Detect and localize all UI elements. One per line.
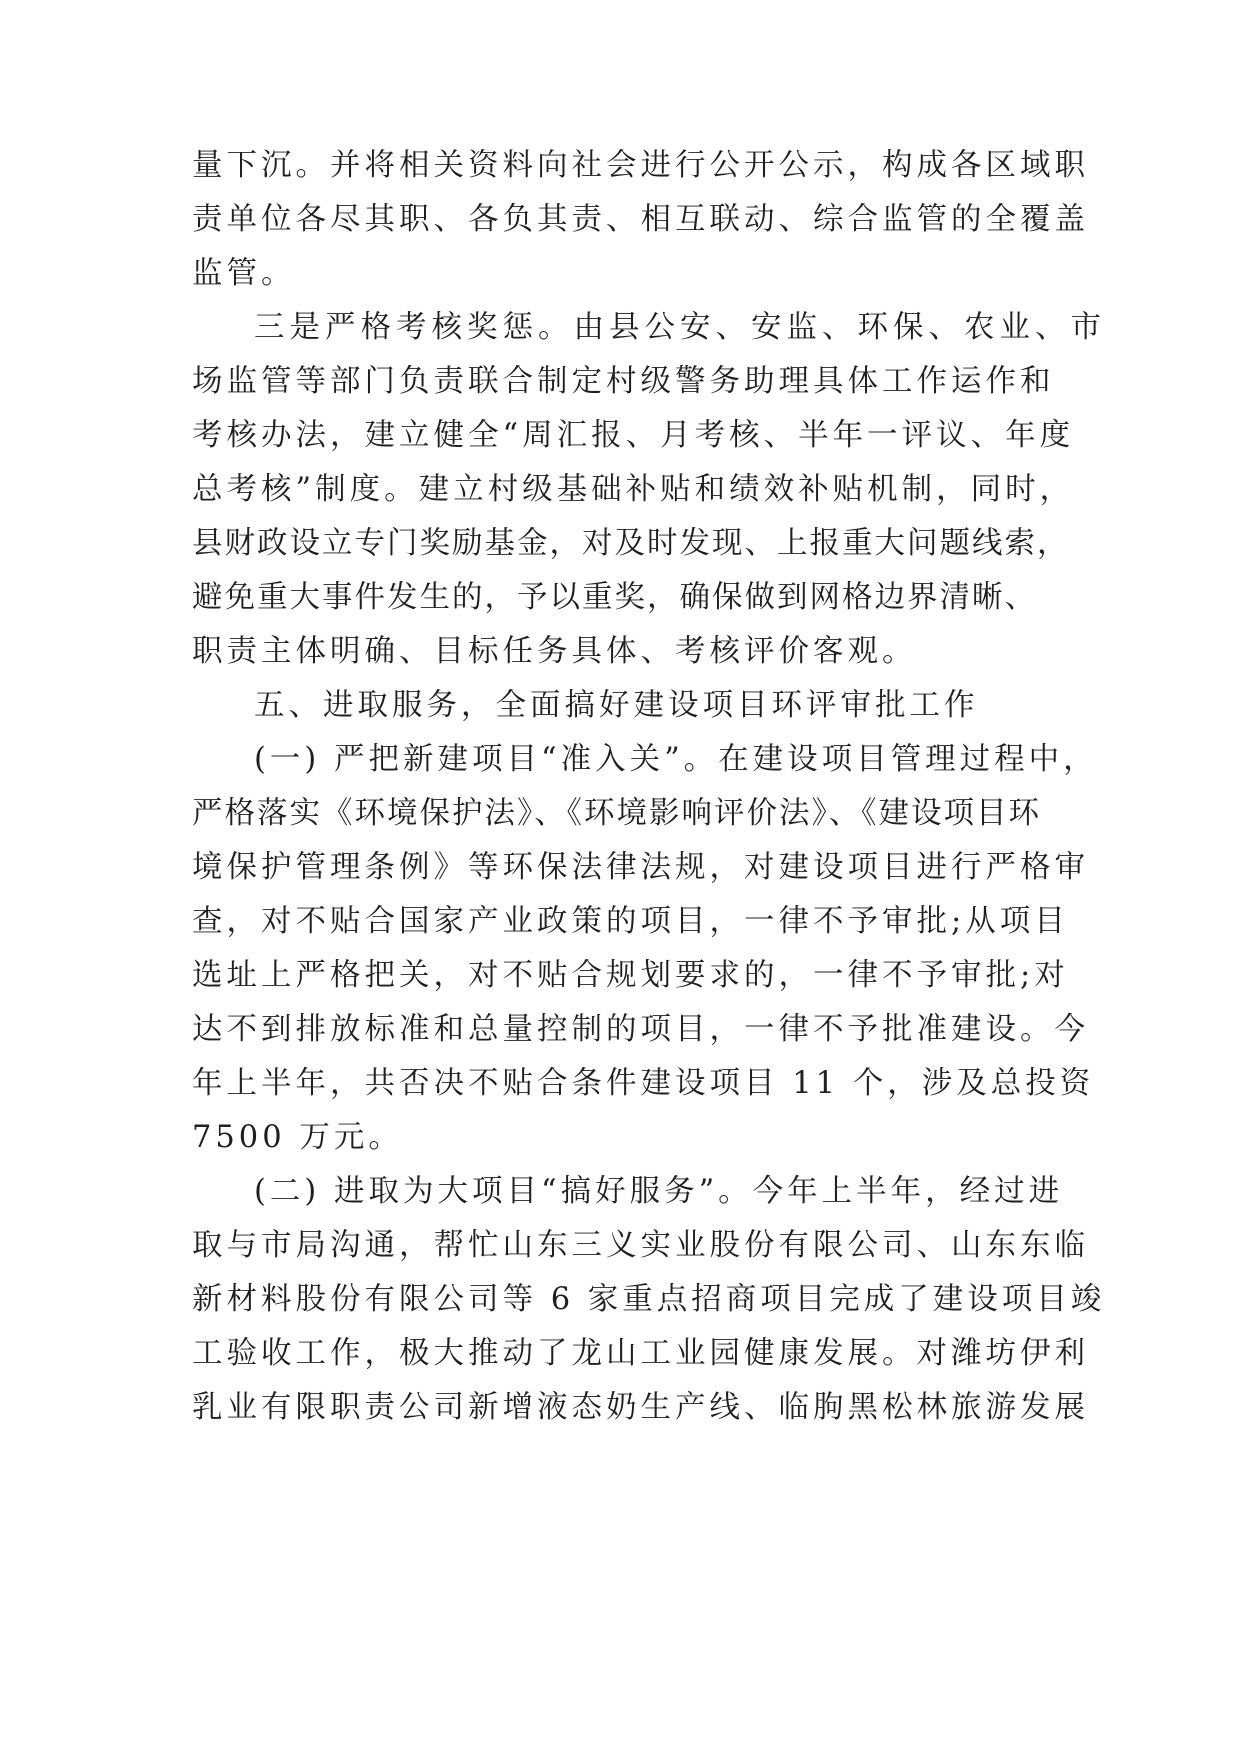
text-line-23: 工验收工作，极大推动了龙山工业园健康发展。对潍坊伊利 — [192, 1336, 1089, 1371]
text-line-13: 严格落实《环境保护法》、《环境影响评价法》、《建设项目环 — [192, 796, 1041, 831]
section-heading: 五、进取服务，全面搞好建设项目环评审批工作 — [254, 688, 979, 723]
text-line-1: 量下沉。并将相关资料向社会进行公开公示，构成各区域职 — [192, 148, 1089, 183]
text-line-20: (二) 进取为大项目“搞好服务”。今年上半年，经过进 — [254, 1174, 1064, 1209]
text-line-16: 选址上严格把关，对不贴合规划要求的，一律不予审批;对 — [192, 958, 1069, 993]
text-line-15: 查，对不贴合国家产业政策的项目，一律不予审批;从项目 — [192, 904, 1069, 939]
text-line-17: 达不到排放标准和总量控制的项目，一律不予批准建设。今 — [192, 1012, 1089, 1047]
text-line-6: 考核办法，建立健全“周汇报、月考核、半年一评议、年度 — [192, 418, 1075, 453]
text-line-5: 场监管等部门负责联合制定村级警务助理具体工作运作和 — [192, 364, 1055, 399]
text-line-2: 责单位各尽其职、各负其责、相互联动、综合监管的全覆盖 — [192, 202, 1089, 237]
text-line-14: 境保护管理条例》等环保法律法规，对建设项目进行严格审 — [192, 850, 1089, 885]
text-line-21: 取与市局沟通，帮忙山东三义实业股份有限公司、山东东临 — [192, 1228, 1089, 1263]
text-line-4: 三是严格考核奖惩。由县公安、安监、环保、农业、市 — [254, 310, 1106, 345]
text-line-12: (一) 严把新建项目“准入关”。在建设项目管理过程中， — [254, 742, 1098, 777]
text-line-10: 职责主体明确、目标任务具体、考核评价客观。 — [192, 634, 917, 669]
text-line-9: 避免重大事件发生的，予以重奖，确保做到网格边界清晰、 — [192, 580, 1037, 615]
text-line-8: 县财政设立专门奖励基金，对及时发现、上报重大问题线索， — [192, 526, 1070, 561]
text-line-18: 年上半年，共否决不贴合条件建设项目 11 个，涉及总投资 — [192, 1066, 1095, 1101]
text-line-3: 监管。 — [192, 256, 296, 291]
text-line-19: 7500 万元。 — [192, 1120, 403, 1155]
text-line-7: 总考核”制度。建立村级基础补贴和绩效补贴机制，同时， — [192, 472, 1075, 507]
text-line-24: 乳业有限职责公司新增液态奶生产线、临朐黑松林旅游发展 — [192, 1390, 1089, 1425]
text-line-22: 新材料股份有限公司等 6 家重点招商项目完成了建设项目竣 — [192, 1282, 1106, 1317]
